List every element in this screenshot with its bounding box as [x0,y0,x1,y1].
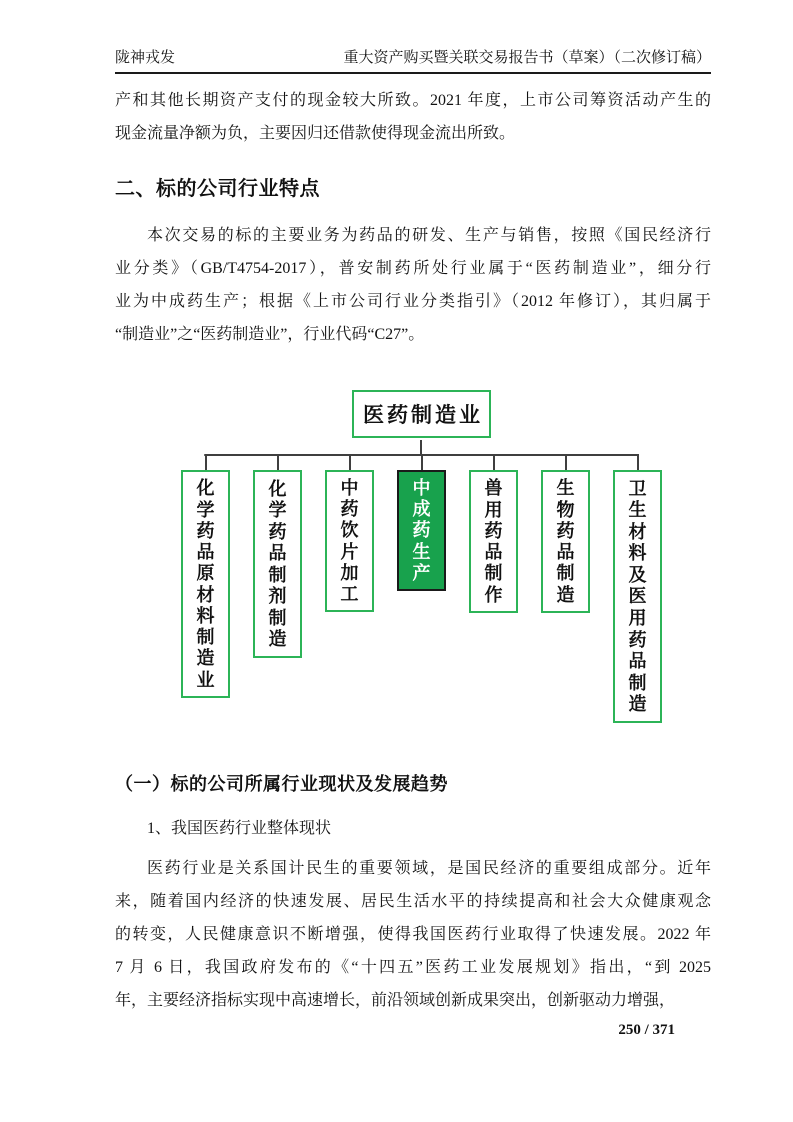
vertical-label-char: 医 [628,586,647,607]
vertical-label-char: 生 [628,500,647,521]
vertical-label-char: 药 [628,629,647,650]
vertical-label-char: 原 [196,563,215,584]
diagram-child-box [181,470,230,698]
vertical-label-char: 制 [196,627,215,648]
numbered-subheading: 1、我国医药行业整体现状 [147,820,332,837]
section-title-industry-features: 二、标的公司行业特点 [115,178,320,200]
vertical-label-char: 造 [556,584,575,605]
text-line: 7 月 6 日，我国政府发布的《“十四五”医药工业发展规划》指出，“到 2025 [115,959,711,976]
vertical-label-char: 生 [556,478,575,499]
text-line: 业分类》（GB/T4754-2017），普安制药所处行业属于“医药制造业”，细分行 [115,260,711,277]
vertical-label-char: 药 [412,520,431,541]
vertical-label-char: 制 [484,563,503,584]
diagram-child-box [325,470,374,612]
vertical-label-char: 料 [628,543,647,564]
text-line: 本次交易的标的主要业务为药品的研发、生产与销售，按照《国民经济行 [147,227,711,244]
text-line: “制造业”之“医药制造业”，行业代码“C27”。 [115,326,425,343]
vertical-label-char: 品 [196,542,215,563]
vertical-label-char: 成 [412,499,431,520]
vertical-label-char: 及 [628,564,647,585]
vertical-label-char: 用 [628,608,647,629]
text-line: 年，主要经济指标实现中高速增长，前沿领域创新成果突出，创新驱动力增强， [115,992,676,1009]
vertical-label-char: 学 [196,499,215,520]
paragraph-industry-overview [115,852,711,1017]
vertical-label-char: 药 [484,520,503,541]
vertical-label-char: 产 [412,562,431,583]
vertical-label-char: 品 [484,542,503,563]
vertical-label-char: 加 [340,562,359,583]
diagram-child-box [541,470,590,613]
vertical-label-char: 化 [196,478,215,499]
vertical-label-char: 制 [268,607,287,628]
vertical-label-char: 生 [412,541,431,562]
diagram-child-box [469,470,518,613]
vertical-label-char: 造 [268,629,287,650]
vertical-label-char: 业 [196,669,215,690]
subsection-title-industry-status: （一）标的公司所属行业现状及发展趋势 [115,774,448,794]
text-line: 来，随着国内经济的快速发展、居民生活水平的持续提高和社会大众健康观念 [115,893,711,910]
vertical-label-char: 药 [268,521,287,542]
vertical-label-char: 药 [196,520,215,541]
vertical-label-char: 料 [196,605,215,626]
vertical-label-char: 物 [556,499,575,520]
vertical-label-char: 饮 [340,520,359,541]
text-line: 现金流量净额为负，主要因归还借款使得现金流出所致。 [115,125,516,142]
vertical-label-char: 化 [268,478,287,499]
vertical-label-char: 造 [196,648,215,669]
vertical-label-char: 中 [340,478,359,499]
diagram-child-box-highlighted [397,470,446,591]
vertical-label-char: 制 [628,672,647,693]
vertical-label-char: 材 [628,521,647,542]
header-company-short-name: 陇神戎发 [115,50,176,66]
vertical-label-char: 剂 [268,586,287,607]
vertical-label-char: 学 [268,500,287,521]
page-number: 250 / 371 [618,1022,675,1038]
vertical-label-char: 药 [340,499,359,520]
vertical-label-char: 品 [556,542,575,563]
vertical-label-char: 造 [628,694,647,715]
vertical-label-char: 作 [484,584,503,605]
vertical-label-char: 制 [556,563,575,584]
text-line: 医药行业是关系国计民生的重要领域，是国民经济的重要组成部分。近年 [147,860,711,877]
vertical-label-char: 材 [196,584,215,605]
text-line: 的转变，人民健康意识不断增强，使得我国医药行业取得了快速发展。2022 年 [115,926,711,943]
header-report-title: 重大资产购买暨关联交易报告书（草案）（二次修订稿） [343,50,711,66]
vertical-label-char: 用 [484,499,503,520]
text-line: 业为中成药生产；根据《上市公司行业分类指引》（2012 年修订），其归属于 [115,293,711,310]
diagram-root-box: 医药制造业 [352,390,491,438]
vertical-label-char: 工 [340,583,359,604]
vertical-label-char: 兽 [484,478,503,499]
diagram-child-box [253,470,302,658]
vertical-label-char: 品 [628,651,647,672]
vertical-label-char: 卫 [628,478,647,499]
vertical-label-char: 制 [268,564,287,585]
vertical-label-char: 片 [340,541,359,562]
text-line: 产和其他长期资产支付的现金较大所致。2021 年度，上市公司筹资活动产生的 [115,92,711,109]
vertical-label-char: 品 [268,543,287,564]
connector-vertical-line [420,440,422,455]
diagram-child-box [613,470,662,723]
vertical-label-char: 中 [412,478,431,499]
vertical-label-char: 药 [556,520,575,541]
